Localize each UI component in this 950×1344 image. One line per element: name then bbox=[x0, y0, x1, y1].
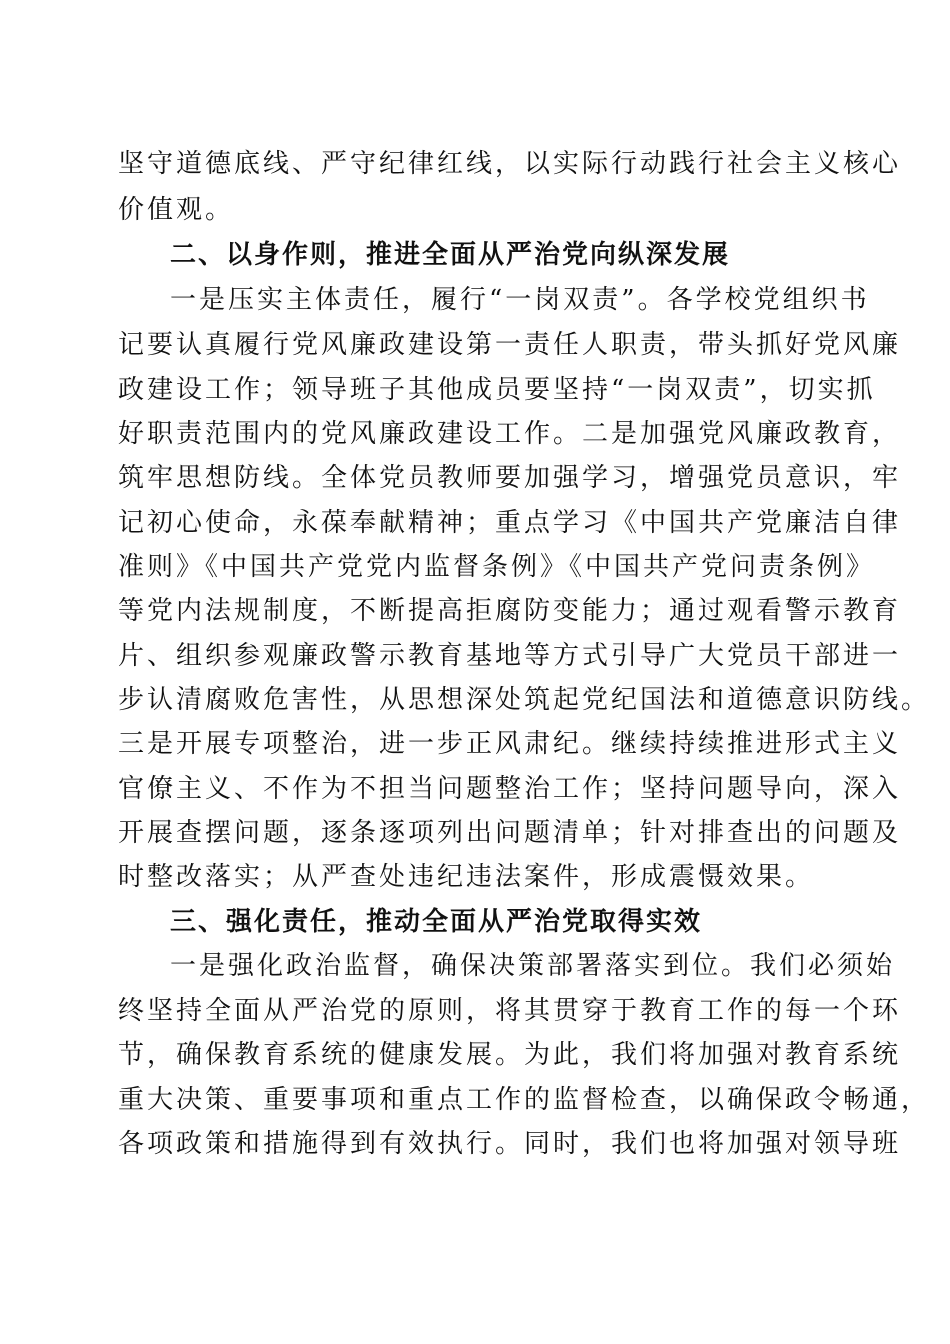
paragraph-line: 好职责范围内的党风廉政建设工作。二是加强党风廉政教育， bbox=[118, 419, 902, 449]
section-heading-2: 二、以身作则，推进全面从严治党向纵深发展 bbox=[170, 240, 731, 270]
paragraph-line: 步认清腐败危害性，从思想深处筑起党纪国法和道德意识防线。 bbox=[118, 685, 931, 715]
section-heading-3: 三、强化责任，推动全面从严治党取得实效 bbox=[170, 907, 703, 937]
paragraph-line: 政建设工作；领导班子其他成员要坚持“一岗双责”，切实抓 bbox=[118, 375, 876, 405]
paragraph-line: 重大决策、重要事项和重点工作的监督检查，以确保政令畅通， bbox=[118, 1085, 931, 1115]
paragraph-line: 一是压实主体责任，履行“一岗双责”。各学校党组织书 bbox=[170, 285, 870, 315]
paragraph-line: 片、组织参观廉政警示教育基地等方式引导广大党员干部进一 bbox=[118, 641, 902, 671]
paragraph-line: 三是开展专项整治，进一步正风肃纪。继续持续推进形式主义 bbox=[118, 729, 902, 759]
paragraph-line: 一是强化政治监督，确保决策部署落实到位。我们必须始 bbox=[170, 951, 896, 981]
paragraph-line: 记要认真履行党风廉政建设第一责任人职责，带头抓好党风廉 bbox=[118, 330, 902, 360]
paragraph-line: 坚守道德底线、严守纪律红线，以实际行动践行社会主义核心 bbox=[118, 149, 902, 179]
paragraph-line: 筑牢思想防线。全体党员教师要加强学习，增强党员意识，牢 bbox=[118, 463, 902, 493]
paragraph-line: 记初心使命，永葆奉献精神；重点学习《中国共产党廉洁自律 bbox=[118, 508, 902, 538]
paragraph-line: 准则》《中国共产党党内监督条例》《中国共产党问责条例》 bbox=[118, 552, 876, 582]
paragraph-line: 各项政策和措施得到有效执行。同时，我们也将加强对领导班 bbox=[118, 1129, 902, 1159]
paragraph-line: 节，确保教育系统的健康发展。为此，我们将加强对教育系统 bbox=[118, 1040, 902, 1070]
paragraph-line: 等党内法规制度，不断提高拒腐防变能力；通过观看警示教育 bbox=[118, 596, 902, 626]
paragraph-line: 终坚持全面从严治党的原则，将其贯穿于教育工作的每一个环 bbox=[118, 996, 902, 1026]
paragraph-line: 价值观。 bbox=[118, 195, 235, 225]
paragraph-line: 时整改落实；从严查处违纪违法案件，形成震慑效果。 bbox=[118, 862, 815, 892]
paragraph-line: 官僚主义、不作为不担当问题整治工作；坚持问题导向，深入 bbox=[118, 774, 902, 804]
paragraph-line: 开展查摆问题，逐条逐项列出问题清单；针对排查出的问题及 bbox=[118, 818, 902, 848]
